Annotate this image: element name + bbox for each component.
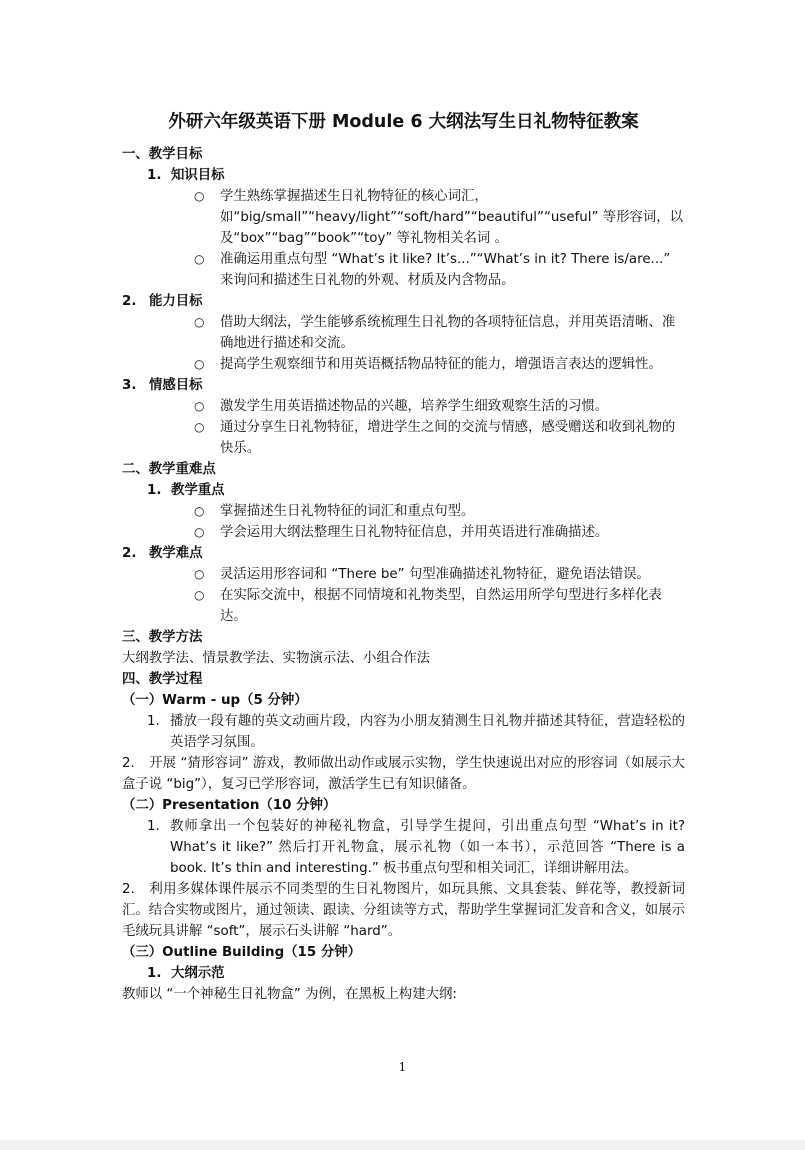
bullet-text: 准确运用重点句型 “What’s it like? It’s...”“What’s in it? There is/are...” 来询问和描述生日礼物的外观、材质及内含物品。 [220,252,671,288]
circle-bullet-icon: ○ [194,357,205,371]
numbered-item [122,711,685,753]
subheading-text: 教学重点 [171,483,225,498]
section-heading-methods: 三、教学方法 [122,630,203,645]
circle-bullet-icon: ○ [194,399,205,413]
bullet-text: 借助大纲法，学生能够系统梳理生日礼物的各项特征信息，并用英语清晰、准确地进行描述和交流。 [220,315,676,351]
subheading-text: 大纲示范 [171,966,225,981]
bullet-text: 灵活运用形容词和 “There be” 句型准确描述礼物特征，避免语法错误。 [220,567,650,582]
subheading-outline-demo [122,963,685,984]
circle-bullet-icon: ○ [194,525,205,539]
subheading-text: 情感目标 [149,378,203,393]
bullet-item [122,522,685,543]
section-heading-objectives: 一、教学目标 [122,147,203,162]
subheading-difficulty [122,543,685,564]
subheading-emotion [122,375,685,396]
subheading-knowledge [122,165,685,186]
bullet-item [122,585,685,627]
section-heading-key-points: 二、教学重难点 [122,462,216,477]
subheading-focus [122,480,685,501]
bullet-item [122,354,685,375]
subheading-text: 能力目标 [149,294,203,309]
item-text: 播放一段有趣的英文动画片段，内容为小朋友猜测生日礼物并描述其特征，营造轻松的英语学习氛围。 [170,714,685,750]
list-number: 1. [147,714,160,729]
bullet-item [122,312,685,354]
page-number: 1 [398,1060,407,1074]
list-number: 1. [147,483,162,498]
list-number: 1. [147,966,162,981]
item-text: 利用多媒体课件展示不同类型的生日礼物图片，如玩具熊、文具套装、鲜花等，教授新词汇。结合实物或图片，通过领读、跟读、分组读等方式，帮助学生掌握词汇发音和含义，如展示毛绒玩具讲解 “soft”，展示石头讲解 “hard”。 [122,882,685,939]
subheading-text: 知识目标 [171,168,225,183]
list-number: 2. [122,294,137,309]
bullet-item [122,249,685,291]
outline-intro-text: 教师以 “一个神秘生日礼物盒” 为例，在黑板上构建大纲: [122,987,457,1002]
subheading-text: 教学难点 [149,546,203,561]
phase-title-presentation: （二）Presentation（10 分钟） [122,798,337,813]
item-text: 开展 “猜形容词” 游戏，教师做出动作或展示实物，学生快速说出对应的形容词（如展示大盒子说 “big”），复习已学形容词，激活学生已有知识储备。 [122,756,685,792]
bullet-text: 学会运用大纲法整理生日礼物特征信息，并用英语进行准确描述。 [220,525,609,540]
bullet-item [122,186,685,249]
phase-title-warmup: （一）Warm - up（5 分钟） [122,693,308,708]
circle-bullet-icon: ○ [194,420,205,434]
methods-text: 大纲教学法、情景教学法、实物演示法、小组合作法 [122,651,430,666]
bullet-item [122,417,685,459]
list-number: 1. [147,168,162,183]
bullet-text: 通过分享生日礼物特征，增进学生之间的交流与情感，感受赠送和收到礼物的快乐。 [220,420,676,456]
circle-bullet-icon: ○ [194,189,205,203]
numbered-item [122,753,685,795]
bullet-text: 掌握描述生日礼物特征的词汇和重点句型。 [220,504,475,519]
list-number: 2. [122,546,137,561]
list-number: 1. [147,819,160,834]
bullet-text: 提高学生观察细节和用英语概括物品特征的能力，增强语言表达的逻辑性。 [220,357,662,372]
list-number: 2. [122,882,135,897]
circle-bullet-icon: ○ [194,252,205,266]
bullet-item [122,501,685,522]
list-number: 3. [122,378,137,393]
page-gap [0,1140,805,1150]
section-heading-process: 四、教学过程 [122,672,203,687]
bullet-text: 学生熟练掌握描述生日礼物特征的核心词汇，如“big/small”“heavy/light”“soft/hard”“beautiful”“useful” 等形容词，以及“box”“bag”“book”“toy” 等礼物相关名词 。 [220,189,684,246]
document-title: 外研六年级英语下册 Module 6 大纲法写生日礼物特征教案 [168,112,639,132]
bullet-item [122,564,685,585]
list-number: 2. [122,756,135,771]
circle-bullet-icon: ○ [194,567,205,581]
bullet-text: 在实际交流中，根据不同情境和礼物类型，自然运用所学句型进行多样化表达。 [220,588,662,624]
circle-bullet-icon: ○ [194,315,205,329]
circle-bullet-icon: ○ [194,588,205,602]
bullet-item [122,396,685,417]
subheading-ability [122,291,685,312]
numbered-item [122,816,685,879]
item-text: 教师拿出一个包装好的神秘礼物盒，引导学生提问，引出重点句型 “What’s in it? What’s it like?” 然后打开礼物盒，展示礼物（如一本书），示范回答 “There is a book. It’s thin and interesting.” 板书重点句型和相关词汇，详细讲解用法。 [170,819,685,876]
numbered-item [122,879,685,942]
bullet-text: 激发学生用英语描述物品的兴趣，培养学生细致观察生活的习惯。 [220,399,609,414]
circle-bullet-icon: ○ [194,504,205,518]
document-body [122,110,685,1005]
phase-title-outline: （三）Outline Building（15 分钟） [122,945,362,960]
